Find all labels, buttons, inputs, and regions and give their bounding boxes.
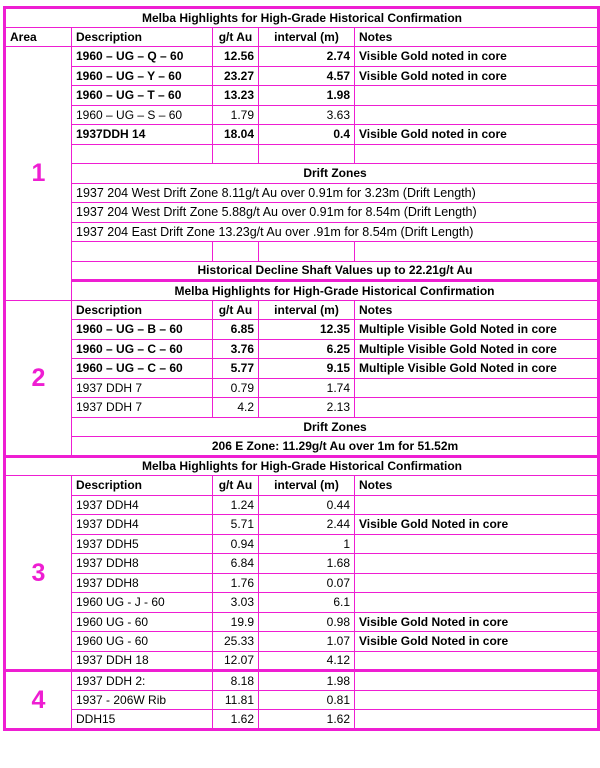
header-row xyxy=(5,27,599,47)
header-grade: g/t Au xyxy=(213,300,259,320)
table-row xyxy=(5,515,599,535)
empty-cell xyxy=(355,144,599,164)
notes-cell xyxy=(355,86,599,106)
notes-cell xyxy=(355,534,599,554)
empty-cell xyxy=(213,144,259,164)
header-grade: g/t Au xyxy=(213,476,259,496)
grade-cell: 25.33 xyxy=(213,632,259,652)
description-cell: 1937 DDH5 xyxy=(72,534,213,554)
grade-cell: 5.71 xyxy=(213,515,259,535)
description-cell: 1960 – UG – C – 60 xyxy=(72,339,213,359)
description-cell: 1937 DDH 18 xyxy=(72,651,213,671)
grade-cell: 18.04 xyxy=(213,125,259,145)
notes-cell: Visible Gold Noted in core xyxy=(355,515,599,535)
decline-shaft-row xyxy=(5,261,599,281)
notes-cell xyxy=(355,593,599,613)
header-notes: Notes xyxy=(355,476,599,496)
section-title-row xyxy=(5,8,599,28)
section-title: Melba Highlights for High-Grade Historical Confirmation xyxy=(72,281,599,301)
description-cell: 1960 – UG – C – 60 xyxy=(72,359,213,379)
section-title: Melba Highlights for High-Grade Historical Confirmation xyxy=(5,8,599,28)
interval-cell: 0.98 xyxy=(259,612,355,632)
grade-cell: 0.79 xyxy=(213,378,259,398)
grade-cell: 23.27 xyxy=(213,66,259,86)
table-row xyxy=(5,593,599,613)
header-interval: interval (m) xyxy=(259,300,355,320)
interval-cell: 3.63 xyxy=(259,105,355,125)
grade-cell: 1.79 xyxy=(213,105,259,125)
section-title-row xyxy=(5,456,599,476)
grade-cell: 0.94 xyxy=(213,534,259,554)
table-row xyxy=(5,320,599,340)
description-cell: 1960 UG - 60 xyxy=(72,612,213,632)
table-row xyxy=(5,47,599,67)
header-area: Area xyxy=(5,27,72,47)
notes-cell xyxy=(355,690,599,710)
header-interval: interval (m) xyxy=(259,27,355,47)
grade-cell: 5.77 xyxy=(213,359,259,379)
grade-cell: 4.2 xyxy=(213,398,259,418)
notes-cell xyxy=(355,495,599,515)
empty-cell xyxy=(213,242,259,262)
description-cell: 1960 UG - 60 xyxy=(72,632,213,652)
empty-cell xyxy=(72,242,213,262)
grade-cell: 1.76 xyxy=(213,573,259,593)
area-label-4: 4 xyxy=(5,671,72,730)
interval-cell: 2.44 xyxy=(259,515,355,535)
description-cell: 1960 – UG – T – 60 xyxy=(72,86,213,106)
drift-zone-line xyxy=(5,222,599,242)
table-row xyxy=(5,573,599,593)
table-row xyxy=(5,86,599,106)
description-cell: 1960 – UG – Y – 60 xyxy=(72,66,213,86)
interval-cell: 0.4 xyxy=(259,125,355,145)
drift-zone-206e-cell: 206 E Zone: 11.29g/t Au over 1m for 51.52m xyxy=(72,437,599,457)
table-row xyxy=(5,534,599,554)
header-grade: g/t Au xyxy=(213,27,259,47)
interval-cell: 1.07 xyxy=(259,632,355,652)
description-cell: DDH15 xyxy=(72,710,213,730)
table-row xyxy=(5,359,599,379)
interval-cell: 1.98 xyxy=(259,86,355,106)
table-row xyxy=(5,554,599,574)
table-row xyxy=(5,632,599,652)
interval-cell: 1.62 xyxy=(259,710,355,730)
drift-zone-line-cell: 1937 204 West Drift Zone 8.11g/t Au over 0.91m for 3.23m (Drift Length) xyxy=(72,183,599,203)
interval-cell: 9.15 xyxy=(259,359,355,379)
header-row xyxy=(5,300,599,320)
header-notes: Notes xyxy=(355,300,599,320)
table-row xyxy=(5,378,599,398)
blank-row xyxy=(5,242,599,262)
area-label-2: 2 xyxy=(5,300,72,456)
grade-cell: 1.24 xyxy=(213,495,259,515)
blank-row xyxy=(5,144,599,164)
header-description: Description xyxy=(72,476,213,496)
description-cell: 1937 DDH4 xyxy=(72,495,213,515)
grade-cell: 6.85 xyxy=(213,320,259,340)
description-cell: 1960 – UG – Q – 60 xyxy=(72,47,213,67)
table-row xyxy=(5,495,599,515)
description-cell: 1960 – UG – B – 60 xyxy=(72,320,213,340)
drift-zones-title-cell: Drift Zones xyxy=(72,164,599,184)
description-cell: 1937 DDH8 xyxy=(72,554,213,574)
decline-shaft-row-cell: Historical Decline Shaft Values up to 22.21g/t Au xyxy=(72,261,599,281)
grade-cell: 12.07 xyxy=(213,651,259,671)
table-row xyxy=(5,612,599,632)
empty-cell xyxy=(72,144,213,164)
notes-cell xyxy=(355,378,599,398)
area-label-3: 3 xyxy=(5,476,72,671)
grade-cell: 19.9 xyxy=(213,612,259,632)
interval-cell: 2.13 xyxy=(259,398,355,418)
table-row xyxy=(5,125,599,145)
grade-cell: 6.84 xyxy=(213,554,259,574)
table-row xyxy=(5,651,599,671)
interval-cell: 1 xyxy=(259,534,355,554)
interval-cell: 1.98 xyxy=(259,671,355,691)
drift-zone-206e xyxy=(5,437,599,457)
grade-cell: 1.62 xyxy=(213,710,259,730)
drift-zones-title xyxy=(5,164,599,184)
header-notes: Notes xyxy=(355,27,599,47)
description-cell: 1937 - 206W Rib xyxy=(72,690,213,710)
notes-cell: Multiple Visible Gold Noted in core xyxy=(355,320,599,340)
notes-cell xyxy=(355,398,599,418)
interval-cell: 6.1 xyxy=(259,593,355,613)
area-label-1: 1 xyxy=(5,47,72,301)
description-cell: 1937 DDH 2: xyxy=(72,671,213,691)
description-cell: 1937 DDH 7 xyxy=(72,398,213,418)
notes-cell: Visible Gold noted in core xyxy=(355,66,599,86)
interval-cell: 6.25 xyxy=(259,339,355,359)
drift-zone-line-cell: 1937 204 East Drift Zone 13.23g/t Au over .91m for 8.54m (Drift Length) xyxy=(72,222,599,242)
description-cell: 1937DDH 14 xyxy=(72,125,213,145)
interval-cell: 12.35 xyxy=(259,320,355,340)
highlights-table xyxy=(3,6,600,731)
interval-cell: 1.68 xyxy=(259,554,355,574)
description-cell: 1937 DDH 7 xyxy=(72,378,213,398)
grade-cell: 12.56 xyxy=(213,47,259,67)
notes-cell: Visible Gold Noted in core xyxy=(355,612,599,632)
notes-cell xyxy=(355,554,599,574)
description-cell: 1937 DDH4 xyxy=(72,515,213,535)
description-cell: 1960 – UG – S – 60 xyxy=(72,105,213,125)
header-row xyxy=(5,476,599,496)
notes-cell xyxy=(355,651,599,671)
notes-cell: Visible Gold noted in core xyxy=(355,125,599,145)
table-row xyxy=(5,690,599,710)
notes-cell: Multiple Visible Gold Noted in core xyxy=(355,359,599,379)
header-interval: interval (m) xyxy=(259,476,355,496)
grade-cell: 11.81 xyxy=(213,690,259,710)
empty-cell xyxy=(259,242,355,262)
table-row xyxy=(5,710,599,730)
empty-cell xyxy=(259,144,355,164)
notes-cell xyxy=(355,105,599,125)
table-row xyxy=(5,105,599,125)
table-row xyxy=(5,66,599,86)
notes-cell xyxy=(355,573,599,593)
notes-cell: Multiple Visible Gold Noted in core xyxy=(355,339,599,359)
table-row xyxy=(5,671,599,691)
drift-zones-title-2-cell: Drift Zones xyxy=(72,417,599,437)
section-title-row xyxy=(5,281,599,301)
drift-zone-line-cell: 1937 204 West Drift Zone 5.88g/t Au over 0.91m for 8.54m (Drift Length) xyxy=(72,203,599,223)
grade-cell: 3.03 xyxy=(213,593,259,613)
notes-cell: Visible Gold Noted in core xyxy=(355,632,599,652)
grade-cell: 3.76 xyxy=(213,339,259,359)
interval-cell: 1.74 xyxy=(259,378,355,398)
section-title: Melba Highlights for High-Grade Historical Confirmation xyxy=(5,456,599,476)
grade-cell: 13.23 xyxy=(213,86,259,106)
drift-zone-line xyxy=(5,183,599,203)
grade-cell: 8.18 xyxy=(213,671,259,691)
interval-cell: 4.12 xyxy=(259,651,355,671)
interval-cell: 0.44 xyxy=(259,495,355,515)
table-row xyxy=(5,339,599,359)
interval-cell: 2.74 xyxy=(259,47,355,67)
header-description: Description xyxy=(72,27,213,47)
notes-cell xyxy=(355,671,599,691)
table-row xyxy=(5,398,599,418)
drift-zones-title-2 xyxy=(5,417,599,437)
header-description: Description xyxy=(72,300,213,320)
interval-cell: 4.57 xyxy=(259,66,355,86)
description-cell: 1960 UG - J - 60 xyxy=(72,593,213,613)
notes-cell: Visible Gold noted in core xyxy=(355,47,599,67)
empty-cell xyxy=(355,242,599,262)
description-cell: 1937 DDH8 xyxy=(72,573,213,593)
interval-cell: 0.07 xyxy=(259,573,355,593)
notes-cell xyxy=(355,710,599,730)
interval-cell: 0.81 xyxy=(259,690,355,710)
drift-zone-line xyxy=(5,203,599,223)
